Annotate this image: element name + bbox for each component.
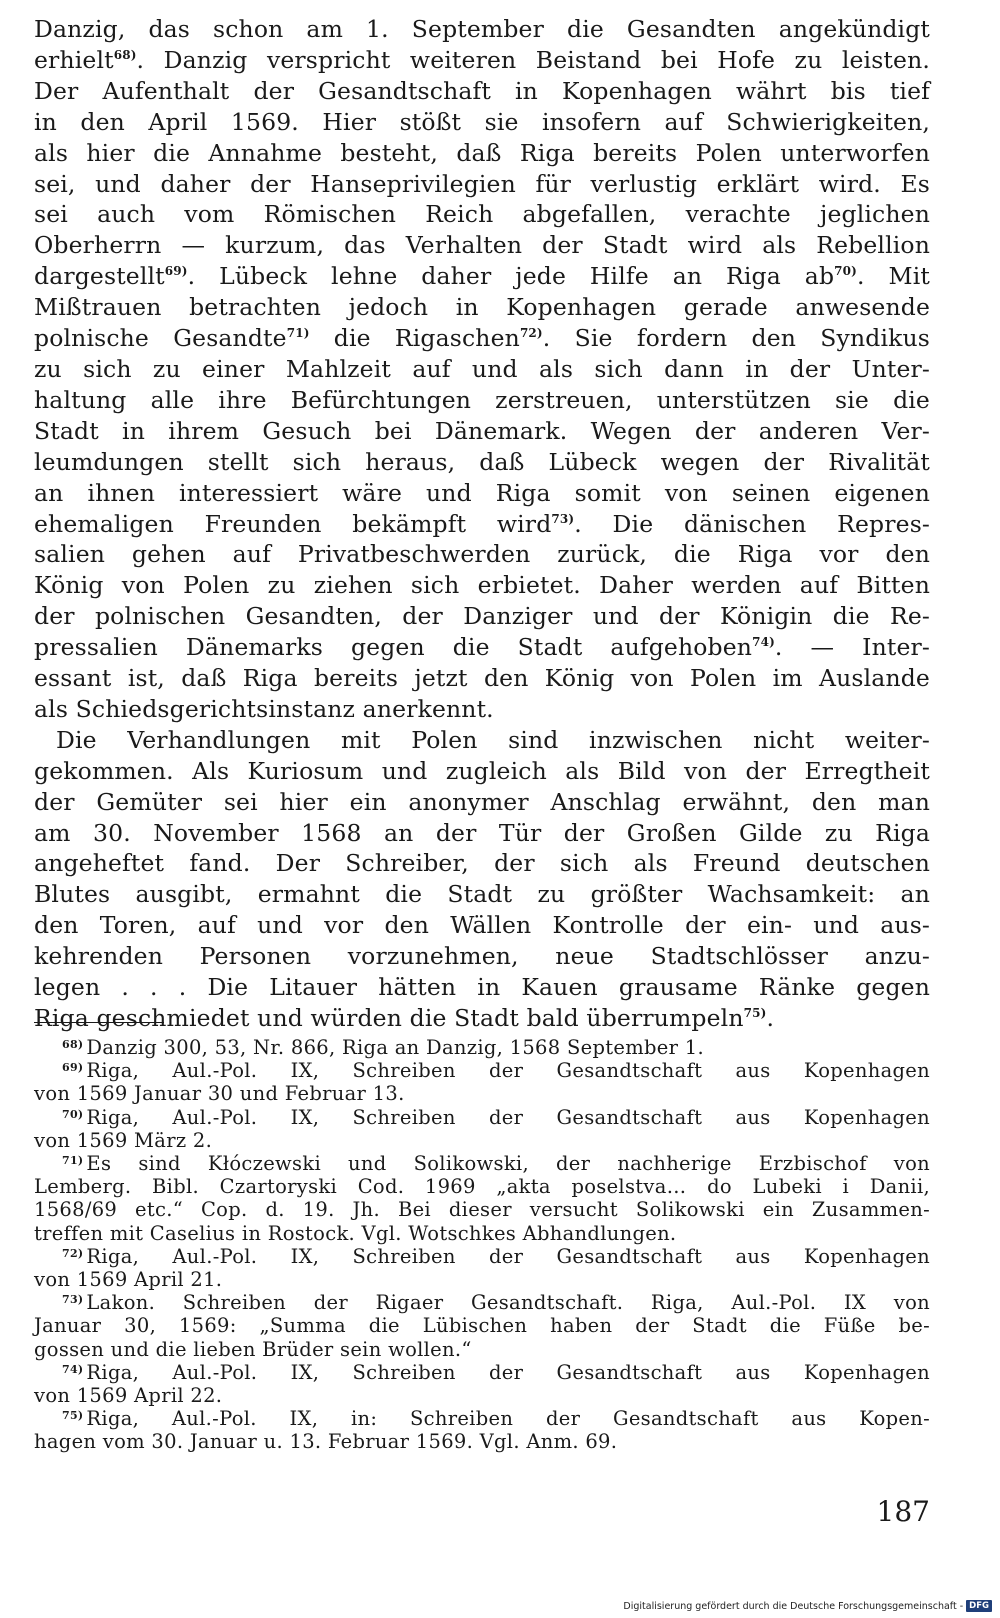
- body-line: Die Verhandlungen mit Polen sind inzwischen nicht weiter-: [56, 725, 930, 754]
- footnote-text: von 1569 Januar 30 und Februar 13.: [34, 1082, 405, 1106]
- body-text-run: . Lübeck lehne daher jede Hilfe an Riga ab: [187, 262, 835, 291]
- body-text-run: .: [766, 1004, 775, 1032]
- footnote-text: Lakon. Schreiben der Rigaer Gesandtschaft. Riga, Aul.-Pol. IX von: [86, 1291, 930, 1315]
- body-line: den Toren, auf und vor den Wällen Kontrolle der ein- und aus-: [34, 911, 930, 940]
- footnote-text: Riga, Aul.-Pol. IX, Schreiben der Gesandtschaft aus Kopenhagen: [86, 1360, 930, 1384]
- footnote-ref: 75): [743, 1006, 767, 1020]
- footnote-line: [34, 1106, 930, 1129]
- body-text: [34, 14, 930, 1034]
- footnote-number: 70): [62, 1107, 84, 1121]
- footnote-ref: 74): [752, 635, 775, 650]
- body-line: König von Polen zu ziehen sich erbietet. Daher werden auf Bitten: [34, 571, 930, 600]
- footnote-number: 71): [62, 1154, 84, 1168]
- body-text-run: . Danzig verspricht weiteren Beistand bei Hofe zu leisten.: [136, 45, 930, 74]
- footnote-text: Riga, Aul.-Pol. IX, Schreiben der Gesandtschaft aus Kopenhagen: [86, 1244, 930, 1268]
- footnote-ref: 70): [834, 264, 857, 279]
- footnote-text: Danzig 300, 53, Nr. 866, Riga an Danzig, 1568 September 1.: [86, 1036, 704, 1059]
- body-line: [34, 632, 930, 663]
- body-line: als hier die Annahme besteht, daß Riga bereits Polen unterworfen: [34, 138, 930, 167]
- footnote-ref: 72): [519, 326, 543, 341]
- body-text-run: . Mit: [857, 262, 930, 291]
- body-line: [34, 45, 930, 76]
- footnote-number: 68): [62, 1038, 84, 1051]
- body-line: [34, 323, 930, 354]
- body-text-run: die Rigaschen: [309, 324, 520, 353]
- footnote-text: Es sind Kłóczewski und Solikowski, der nachherige Erzbischof von: [86, 1152, 930, 1176]
- footnote-ref: 68): [113, 47, 137, 62]
- footnote-line: [34, 1291, 930, 1314]
- footnote-line: [34, 1059, 930, 1082]
- footnote-number: 73): [62, 1293, 84, 1307]
- footnote-line: [34, 1152, 930, 1175]
- body-line: der Gemüter sei hier ein anonymer Anschlag erwähnt, den man: [34, 787, 930, 816]
- body-line: der polnischen Gesandten, der Danziger und der Königin die Re-: [34, 602, 930, 631]
- body-line: essant ist, daß Riga bereits jetzt den König von Polen im Auslande: [34, 664, 930, 693]
- footnote-line: [34, 1082, 930, 1105]
- footnote-text: Januar 30, 1569: „Summa die Lübischen haben der Stadt die Füße be-: [34, 1314, 930, 1338]
- body-text-run: ehemaligen Freunden bekämpft wird: [34, 509, 552, 538]
- page-number: 187: [876, 1495, 930, 1528]
- body-line: Stadt in ihrem Gesuch bei Dänemark. Wegen der anderen Ver-: [34, 416, 930, 445]
- body-text-run: . — Inter-: [774, 633, 931, 662]
- body-line: sei auch vom Römischen Reich abgefallen, verachte jeglichen: [34, 200, 930, 229]
- footnote-line: [34, 1036, 930, 1059]
- body-line: am 30. November 1568 an der Tür der Großen Gilde zu Riga: [34, 818, 930, 847]
- body-text-run: pressalien Dänemarks gegen die Stadt aufgehoben: [34, 633, 753, 662]
- footnote-line: [34, 1198, 930, 1221]
- body-text-run: Riga geschmiedet und würden die Stadt bald überrumpeln: [34, 1004, 744, 1032]
- footnote-line: [34, 1175, 930, 1198]
- footnote-line: [34, 1361, 930, 1384]
- body-line: Der Aufenthalt der Gesandtschaft in Kopenhagen währt bis tief: [34, 76, 930, 105]
- body-line: als Schiedsgerichtsinstanz anerkennt.: [34, 694, 494, 723]
- footnote-separator: [34, 1022, 164, 1023]
- footnote-text: hagen vom 30. Januar u. 13. Februar 1569. Vgl. Anm. 69.: [34, 1430, 618, 1454]
- footnote-line: [34, 1338, 930, 1361]
- body-line: salien gehen auf Privatbeschwerden zurück, die Riga vor den: [34, 540, 930, 569]
- body-line: zu sich zu einer Mahlzeit auf und als sich dann in der Unter-: [34, 354, 930, 383]
- footnote-ref: 73): [551, 511, 575, 526]
- body-line: [34, 261, 930, 292]
- footnote-line: [34, 1314, 930, 1337]
- footnote-text: von 1569 April 21.: [34, 1268, 223, 1292]
- footnote-line: [34, 1384, 930, 1407]
- footnote-text: Riga, Aul.-Pol. IX, Schreiben der Gesandtschaft aus Kopenhagen: [86, 1059, 930, 1083]
- body-line: Mißtrauen betrachten jedoch in Kopenhagen gerade anwesende: [34, 293, 930, 322]
- dfg-logo: DFG: [966, 1600, 992, 1612]
- footnote-ref: 71): [286, 326, 310, 341]
- footnote-line: [34, 1430, 930, 1453]
- footnote-text: von 1569 April 22.: [34, 1384, 223, 1408]
- footnote-number: 69): [62, 1061, 84, 1075]
- digitization-credit: [623, 1598, 992, 1614]
- body-text-run: erhielt: [34, 45, 114, 74]
- body-line: Oberherrn — kurzum, das Verhalten der Stadt wird als Rebellion: [34, 231, 930, 260]
- body-line: sei, und daher der Hanseprivilegien für verlustig erklärt wird. Es: [34, 169, 930, 198]
- footnote-line: [34, 1222, 930, 1245]
- footnote-text: Riga, Aul.-Pol. IX, in: Schreiben der Gesandtschaft aus Kopen-: [86, 1407, 930, 1431]
- body-line: legen . . . Die Litauer hätten in Kauen grausame Ränke gegen: [34, 973, 930, 1002]
- body-text-run: . Die dänischen Repres-: [574, 509, 930, 538]
- body-line: haltung alle ihre Befürchtungen zerstreuen, unterstützen sie die: [34, 385, 930, 414]
- body-line: [34, 1003, 930, 1034]
- footnote-text: von 1569 März 2.: [34, 1128, 213, 1152]
- body-line: [34, 509, 930, 540]
- footnote-text: treffen mit Caselius in Rostock. Vgl. Wotschkes Abhandlungen.: [34, 1221, 677, 1245]
- footnote-line: [34, 1129, 930, 1152]
- footnote-text: 1568/69 etc.“ Cop. d. 19. Jh. Bei dieser versucht Solikowski ein Zusammen-: [34, 1198, 930, 1222]
- footnotes: [34, 1036, 930, 1454]
- footnote-number: 72): [62, 1246, 84, 1260]
- body-line: gekommen. Als Kuriosum und zugleich als Bild von der Erregtheit: [34, 756, 930, 785]
- body-line: an ihnen interessiert wäre und Riga somit von seinen eigenen: [34, 478, 930, 507]
- footnote-number: 74): [62, 1362, 84, 1376]
- footnote-text: Lemberg. Bibl. Czartoryski Cod. 1969 „akta poselstva… do Lubeki i Danii,: [34, 1175, 930, 1199]
- body-line: in den April 1569. Hier stößt sie insofern auf Schwierigkeiten,: [34, 107, 930, 136]
- body-line: Danzig, das schon am 1. September die Gesandten angekündigt: [34, 15, 930, 43]
- credit-text: Digitalisierung gefördert durch die Deutsche Forschungsgemeinschaft -: [623, 1600, 964, 1612]
- body-text-run: . Sie fordern den Syndikus: [542, 324, 930, 353]
- body-text-run: polnische Gesandte: [34, 324, 287, 353]
- footnote-line: [34, 1245, 930, 1268]
- body-text-run: dargestellt: [34, 262, 165, 291]
- body-line: Blutes ausgibt, ermahnt die Stadt zu größter Wachsamkeit: an: [34, 880, 930, 909]
- footnote-number: 75): [62, 1409, 84, 1423]
- body-line: kehrenden Personen vorzunehmen, neue Stadtschlösser anzu-: [34, 942, 930, 971]
- footnote-ref: 69): [164, 264, 188, 279]
- body-line: leumdungen stellt sich heraus, daß Lübeck wegen der Rivalität: [34, 447, 930, 476]
- footnote-text: Riga, Aul.-Pol. IX, Schreiben der Gesandtschaft aus Kopenhagen: [86, 1105, 930, 1129]
- footnote-line: [34, 1407, 930, 1430]
- body-line: angeheftet fand. Der Schreiber, der sich als Freund deutschen: [34, 849, 930, 878]
- footnote-line: [34, 1268, 930, 1291]
- footnote-text: gossen und die lieben Brüder sein wollen.“: [34, 1337, 472, 1361]
